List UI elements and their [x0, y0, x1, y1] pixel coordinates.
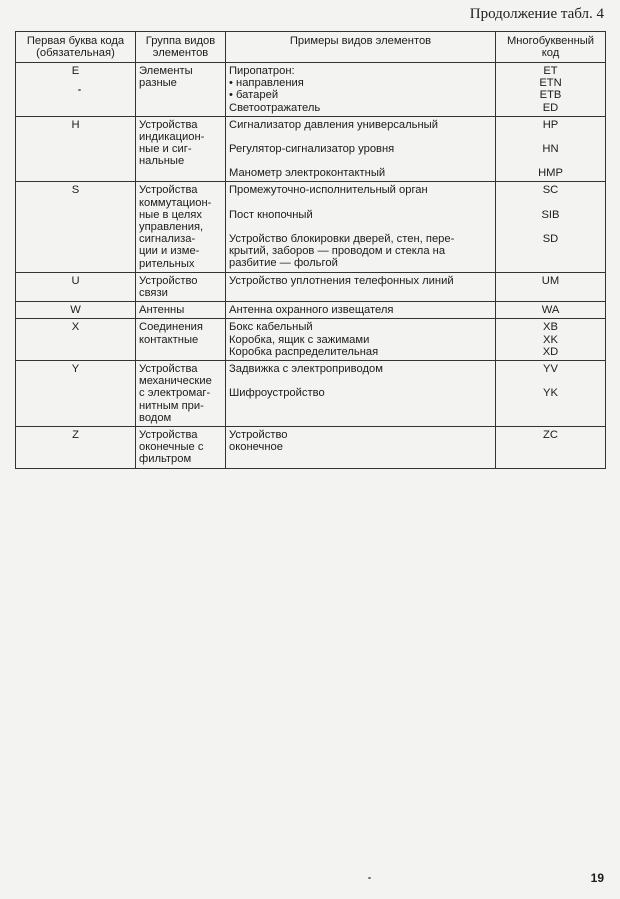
table-row	[16, 361, 606, 427]
code-cell	[496, 361, 606, 427]
group-cell: Устройства индикацион- ные и сиг- нальные	[136, 116, 226, 182]
code-cell	[496, 116, 606, 182]
example-line: Пост кнопочный	[229, 208, 313, 221]
example-line: Манометр электроконтактный	[229, 167, 386, 180]
table-row	[16, 427, 606, 469]
page-number: 19	[590, 871, 604, 885]
first-letter-cell: X	[16, 319, 136, 361]
column-header-first-letter: Первая буква кода (обязательная)	[16, 32, 136, 63]
scan-speck	[368, 877, 371, 879]
code-value: XK	[543, 333, 558, 346]
example-line: Задвижка с электроприводом	[229, 363, 383, 376]
code-value: HN	[542, 143, 559, 156]
examples-cell	[226, 272, 496, 301]
example-line: Сигнализатор давления универсальный	[229, 118, 438, 131]
examples-cell	[226, 319, 496, 361]
examples-cell	[226, 427, 496, 469]
code-value: YK	[543, 387, 558, 400]
example-line: Устройство уплотнения телефонных линий	[229, 274, 454, 287]
first-letter-cell: W	[16, 302, 136, 319]
code-value: ZC	[543, 429, 558, 442]
column-header-multiletter-code: Многобуквенный код	[496, 32, 606, 63]
code-cell	[496, 319, 606, 361]
group-cell: Элементы разные	[136, 63, 226, 117]
code-cell	[496, 427, 606, 469]
example-line: Устройство	[229, 429, 288, 442]
scan-speck	[78, 89, 81, 91]
group-cell: Устройства оконечные с фильтром	[136, 427, 226, 469]
table-header-row	[16, 32, 606, 63]
example-line: крытий, заборов — проводом и стекла на	[229, 245, 446, 258]
example-line: Промежуточно-исполнительный орган	[229, 184, 428, 197]
code-cell	[496, 302, 606, 319]
code-value: XB	[543, 321, 558, 334]
examples-cell	[226, 63, 496, 117]
table-row	[16, 319, 606, 361]
code-value: UM	[541, 274, 560, 287]
example-line: Пиропатрон:	[229, 65, 295, 77]
examples-cell	[226, 182, 496, 272]
first-letter-cell: E	[16, 63, 136, 117]
element-codes-table	[15, 31, 606, 469]
example-line: Антенна охранного извещателя	[229, 304, 394, 317]
first-letter-cell: S	[16, 182, 136, 272]
code-value	[499, 257, 602, 269]
example-line: Коробка распределительная	[229, 345, 379, 358]
code-value: SC	[542, 184, 559, 197]
code-value: YV	[543, 363, 558, 376]
example-line: Регулятор-сигнализатор уровня	[229, 143, 395, 156]
group-cell: Устройства коммутацион- ные в целях управления, сигнализа- ции и изме- рительных	[136, 182, 226, 272]
code-value: ETN	[539, 77, 562, 90]
code-value: HMP	[538, 167, 563, 180]
code-value: WA	[541, 304, 560, 317]
examples-cell	[226, 361, 496, 427]
code-cell	[496, 182, 606, 272]
column-header-examples: Примеры видов элементов	[226, 32, 496, 63]
code-value: SD	[542, 232, 559, 245]
first-letter-cell: H	[16, 116, 136, 182]
continuation-label: Продолжение табл. 4	[469, 6, 604, 22]
table-row	[16, 302, 606, 319]
code-value	[499, 441, 602, 453]
first-letter-cell: Y	[16, 361, 136, 427]
example-line: оконечное	[229, 441, 283, 454]
example-line: Коробка, ящик с зажимами	[229, 333, 370, 346]
column-header-group: Группа видов элементов	[136, 32, 226, 63]
example-line: Светоотражатель	[229, 101, 321, 114]
code-value: ED	[542, 101, 559, 114]
table-row	[16, 182, 606, 272]
first-letter-cell: Z	[16, 427, 136, 469]
table-row	[16, 272, 606, 301]
code-value: XD	[542, 345, 559, 358]
code-cell	[496, 272, 606, 301]
example-line: Бокс кабельный	[229, 321, 313, 334]
group-cell: Соединения контактные	[136, 319, 226, 361]
table-row	[16, 63, 606, 117]
example-line: • направления	[229, 77, 304, 90]
group-cell: Устройства механические с электромаг- нитным при- водом	[136, 361, 226, 427]
code-value	[499, 245, 602, 257]
code-cell	[496, 63, 606, 117]
examples-cell	[226, 116, 496, 182]
code-value: ETB	[539, 89, 562, 102]
first-letter-cell: U	[16, 272, 136, 301]
example-line: Шифроустройство	[229, 387, 325, 400]
example-line: разбитие — фольгой	[229, 257, 338, 270]
table-row	[16, 116, 606, 182]
group-cell: Устройство связи	[136, 272, 226, 301]
code-value: HP	[542, 118, 559, 131]
example-line: Устройство блокировки дверей, стен, пере-	[229, 232, 455, 245]
examples-cell	[226, 302, 496, 319]
example-line: • батарей	[229, 89, 279, 102]
code-value: ET	[543, 65, 558, 77]
code-value: SIB	[541, 208, 560, 221]
group-cell: Антенны	[136, 302, 226, 319]
